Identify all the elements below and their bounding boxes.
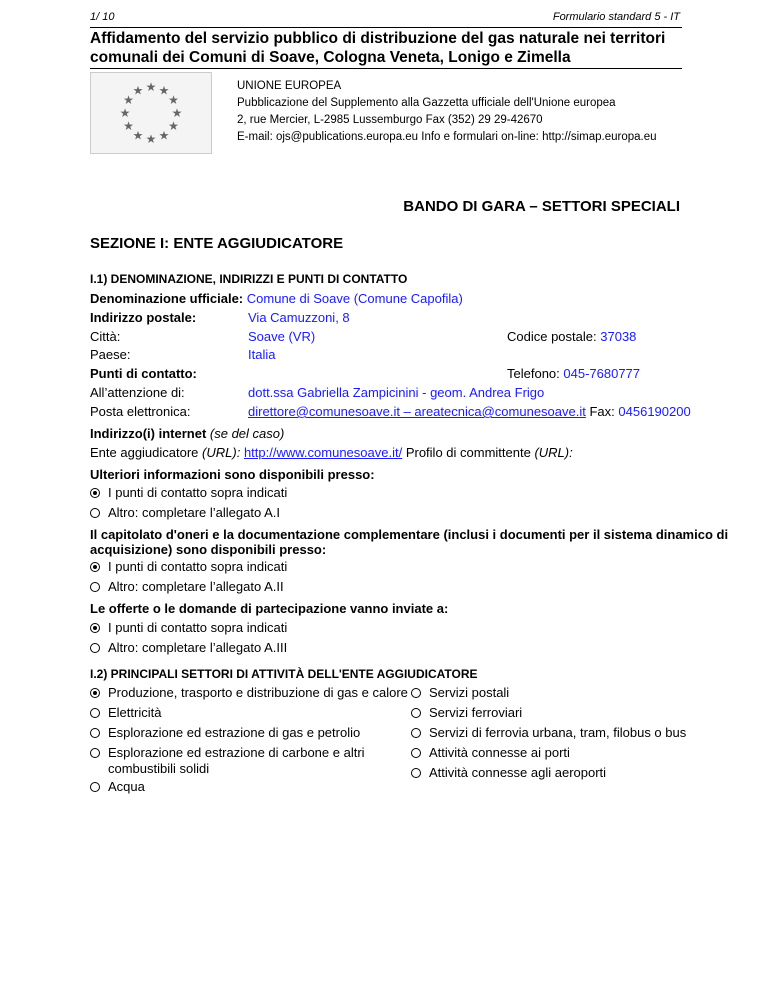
den-value: Comune di Soave (Comune Capofila) (246, 291, 463, 306)
cap2-opt2: Altro: completare l’allegato A.II (108, 579, 284, 594)
ente-url-link[interactable]: http://www.comunesoave.it/ (243, 445, 403, 460)
den-label: Denominazione ufficiale: (90, 291, 244, 306)
fax-value: 0456190200 (618, 404, 691, 419)
phone-label: Telefono: (507, 366, 560, 381)
s1-heading: I.1) DENOMINAZIONE, INDIRIZZI E PUNTI DI CONTATTO (90, 272, 408, 286)
addr-value: Via Camuzzoni, 8 (248, 310, 350, 325)
eu-name: UNIONE EUROPEA (237, 80, 342, 92)
cap2-radio-contacts[interactable] (90, 562, 100, 572)
star-icon: ★ (168, 93, 179, 107)
star-icon: ★ (132, 83, 144, 98)
star-icon: ★ (158, 83, 170, 98)
header-rule (90, 27, 682, 28)
star-icon: ★ (168, 119, 179, 133)
sector-gas: Produzione, trasporto e distribuzione di gas e calore (108, 685, 408, 700)
ente-label: Ente aggiudicatore (90, 445, 199, 460)
contact-label: Punti di contatto: (90, 366, 197, 381)
info-radio-other[interactable] (90, 508, 100, 518)
attn-value: dott.ssa Gabriella Zampicinini - geom. Andrea Frigo (248, 385, 545, 400)
profilo-label: Profilo di committente (405, 445, 531, 460)
star-icon: ★ (132, 128, 144, 143)
sector-radio-ferroviari[interactable] (411, 708, 421, 718)
sector-carbone: Esplorazione ed estrazione di carbone e altri combustibili solidi (108, 745, 365, 776)
info-opt2: Altro: completare l’allegato A.I (108, 505, 280, 520)
profilo-url-tag: (URL): (534, 445, 573, 460)
eu-flag (90, 72, 212, 154)
internet-label: Indirizzo(i) internet (90, 426, 207, 441)
page-number: 1/ 10 (90, 11, 115, 23)
internet-note: (se del caso) (209, 426, 285, 441)
city-value: Soave (VR) (248, 329, 316, 344)
sector-acqua: Acqua (108, 779, 145, 794)
cap2-radio-other[interactable] (90, 582, 100, 592)
sector-porti: Attività connesse ai porti (429, 745, 570, 760)
cap2-opt1: I punti di contatto sopra indicati (108, 559, 288, 574)
off-opt2: Altro: completare l’allegato A.III (108, 640, 288, 655)
star-icon: ★ (145, 132, 157, 146)
star-icon: ★ (145, 80, 157, 94)
s2-heading: I.2) PRINCIPALI SETTORI DI ATTIVITÀ DELL'ENTE AGGIUDICATORE (90, 667, 478, 681)
sector-radio-tram[interactable] (411, 728, 421, 738)
email-label: Posta elettronica: (90, 404, 191, 419)
country-label: Paese: (90, 347, 131, 362)
star-icon: ★ (123, 93, 134, 107)
info-radio-contacts[interactable] (90, 488, 100, 498)
cap-value: 37038 (600, 329, 637, 344)
eu-stars-icon (91, 73, 211, 153)
star-icon: ★ (171, 106, 183, 120)
sector-radio-acqua[interactable] (90, 782, 100, 792)
ente-url-tag: (URL): (202, 445, 241, 460)
country-value: Italia (248, 347, 276, 362)
form-label: Formulario standard 5 - IT (552, 11, 680, 23)
city-label: Città: (90, 329, 121, 344)
off-heading: Le offerte o le domande di partecipazione vanno inviate a: (90, 601, 449, 616)
fax-label: Fax: (589, 404, 615, 419)
sector-ferroviari: Servizi ferroviari (429, 705, 523, 720)
phone-value: 045-7680777 (563, 366, 641, 381)
info-heading: Ulteriori informazioni sono disponibili presso: (90, 467, 375, 482)
cap2-heading: Il capitolato d'oneri e la documentazione complementare (inclusi i documenti per il sistema dinamico di acquisizione) sono disponibili presso: (90, 527, 729, 557)
eu-line1: Pubblicazione del Supplemento alla Gazzetta ufficiale dell'Unione europea (237, 97, 616, 109)
off-opt1: I punti di contatto sopra indicati (108, 620, 288, 635)
sector-radio-carbone[interactable] (90, 748, 100, 758)
sector-petrolio: Esplorazione ed estrazione di gas e petrolio (108, 725, 361, 740)
sector-radio-elettricita[interactable] (90, 708, 100, 718)
sector-radio-postali[interactable] (411, 688, 421, 698)
eu-info (237, 78, 657, 146)
sector-radio-porti[interactable] (411, 748, 421, 758)
sector-aeroporti: Attività connesse agli aeroporti (429, 765, 607, 780)
eu-line3: E-mail: ojs@publications.europa.eu Info e formulari on-line: http://simap.europa.eu (237, 131, 657, 143)
off-radio-other[interactable] (90, 643, 100, 653)
sector-tram: Servizi di ferrovia urbana, tram, filobus o bus (429, 725, 687, 740)
sector-postali: Servizi postali (429, 685, 510, 700)
header-rule-2 (90, 68, 682, 69)
star-icon: ★ (123, 119, 134, 133)
email-value[interactable]: direttore@comunesoave.it – areatecnica@comunesoave.it (248, 404, 586, 419)
section-title: SEZIONE I: ENTE AGGIUDICATORE (90, 235, 344, 252)
attn-label: All’attenzione di: (90, 385, 185, 400)
sector-elettricita: Elettricità (108, 705, 162, 720)
addr-label: Indirizzo postale: (90, 310, 197, 325)
eu-line2: 2, rue Mercier, L-2985 Lussemburgo Fax (352) 29 29-42670 (237, 114, 543, 126)
doc-title: BANDO DI GARA – SETTORI SPECIALI (403, 198, 680, 215)
off-radio-contacts[interactable] (90, 623, 100, 633)
sector-radio-petrolio[interactable] (90, 728, 100, 738)
doc-subject: Affidamento del servizio pubblico di distribuzione del gas naturale nei territori comunali dei Comuni di Soave, Cologna Veneta, Lonigo e Zimella (90, 30, 666, 66)
cap-label: Codice postale: (507, 329, 597, 344)
sector-radio-aeroporti[interactable] (411, 768, 421, 778)
star-icon: ★ (158, 128, 170, 143)
info-opt1: I punti di contatto sopra indicati (108, 485, 288, 500)
sector-radio-gas[interactable] (90, 688, 100, 698)
star-icon: ★ (119, 106, 131, 120)
